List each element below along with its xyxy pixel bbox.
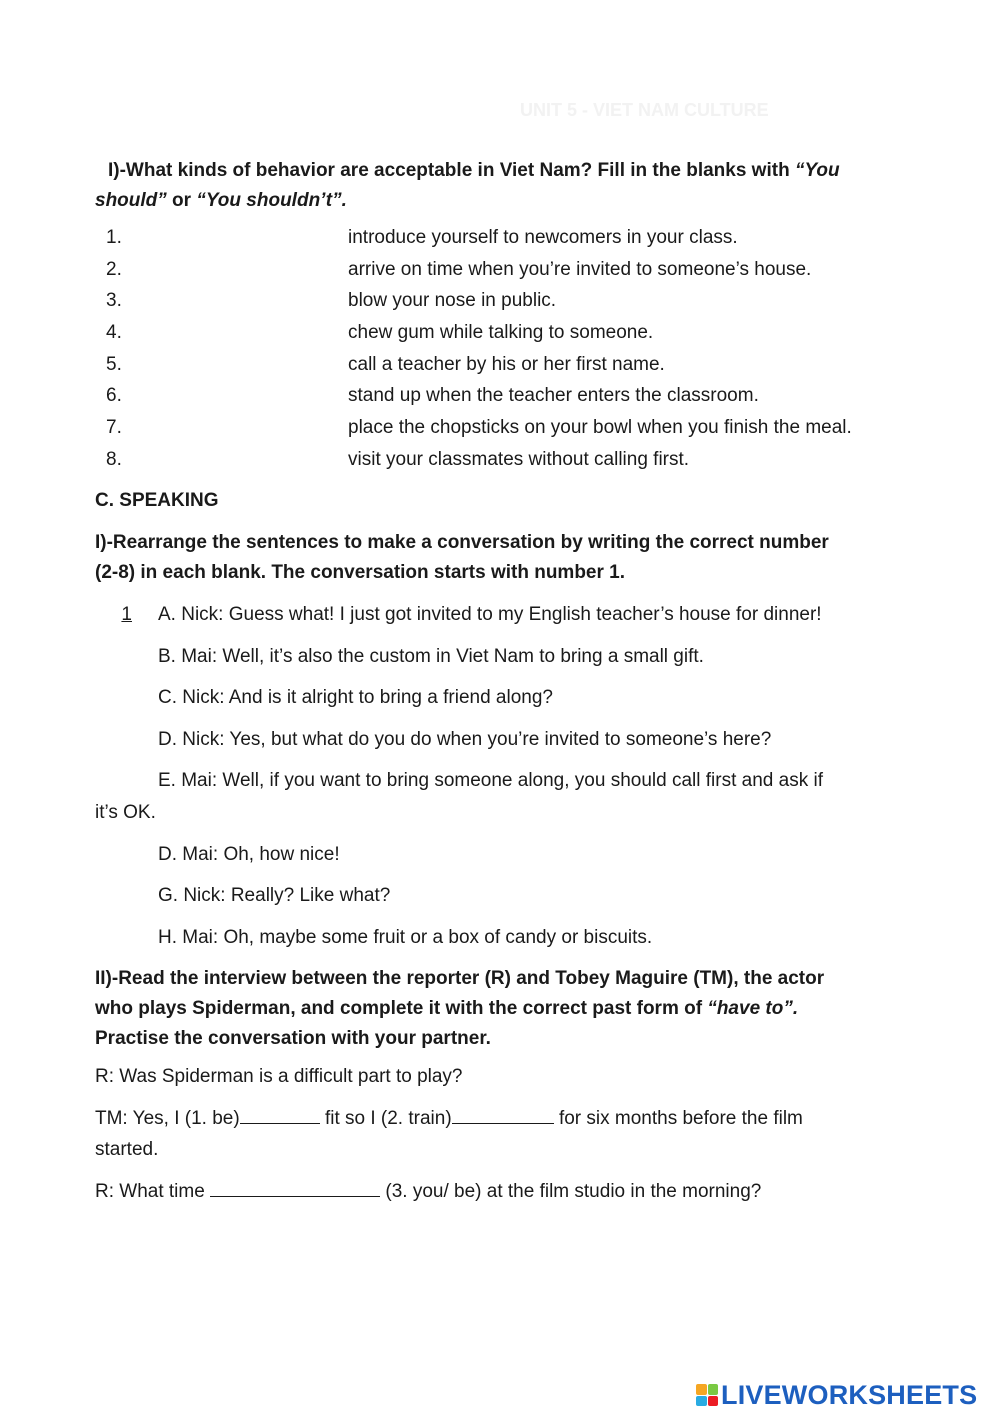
conversation-line-continued: it’s OK. <box>95 802 156 823</box>
item-text: stand up when the teacher enters the classroom. <box>348 385 759 406</box>
answer-blank-filled[interactable]: 1 <box>121 604 132 625</box>
speaking-title: C. SPEAKING <box>95 490 219 511</box>
conversation-line: G. Nick: Really? Like what? <box>158 885 391 906</box>
liveworksheets-logo <box>696 1378 977 1412</box>
item-number: 3. <box>106 290 122 311</box>
interview-line-continued: started. <box>95 1139 159 1160</box>
section-1-heading: I)-What kinds of behavior are acceptable in Viet Nam? Fill in the blanks with “You should” or “You shouldn’t”. <box>95 160 840 211</box>
liveworksheets-logo-icon <box>696 1384 718 1406</box>
answer-blank-1[interactable] <box>240 1107 320 1124</box>
item-number: 7. <box>106 417 122 438</box>
item-text: blow your nose in public. <box>348 290 557 311</box>
interview-line: R: Was Spiderman is a difficult part to play? <box>95 1066 463 1087</box>
section-2-heading: II)-Read the interview between the reporter (R) and Tobey Maguire (TM), the actor who plays Spiderman, and complete it with the correct past form of “have to”. Practise the conversation with your partner. <box>95 968 825 1049</box>
item-text: visit your classmates without calling first. <box>348 449 690 470</box>
item-text: arrive on time when you’re invited to someone’s house. <box>348 259 812 280</box>
speaking-instructions: I)-Rearrange the sentences to make a conversation by writing the correct number (2-8) in each blank. The conversation starts with number 1. <box>95 532 829 583</box>
conversation-line: H. Mai: Oh, maybe some fruit or a box of candy or biscuits. <box>158 927 653 948</box>
faint-header-text: UNIT 5 - VIET NAM CULTURE <box>520 100 769 120</box>
item-number: 2. <box>106 259 122 280</box>
interview-line: TM: Yes, I (1. be) fit so I (2. train) for six months before the film <box>95 1108 803 1129</box>
item-number: 5. <box>106 354 122 375</box>
item-number: 6. <box>106 385 122 406</box>
item-text: introduce yourself to newcomers in your class. <box>348 227 738 248</box>
interview-line: R: What time (3. you/ be) at the film studio in the morning? <box>95 1181 762 1202</box>
conversation-line: C. Nick: And is it alright to bring a friend along? <box>158 687 553 708</box>
conversation-line: A. Nick: Guess what! I just got invited to my English teacher’s house for dinner! <box>158 604 822 625</box>
conversation-line: B. Mai: Well, it’s also the custom in Viet Nam to bring a small gift. <box>158 646 704 667</box>
logo-text: LIVEWORKSHEETS <box>721 1379 978 1410</box>
conversation-line: D. Nick: Yes, but what do you do when you’re invited to someone’s here? <box>158 729 772 750</box>
item-text: chew gum while talking to someone. <box>348 322 654 343</box>
answer-blank-3[interactable] <box>210 1180 380 1197</box>
conversation-line: D. Mai: Oh, how nice! <box>158 844 340 865</box>
item-number: 8. <box>106 449 122 470</box>
item-text: call a teacher by his or her first name. <box>348 354 665 375</box>
item-number: 1. <box>106 227 122 248</box>
item-text: place the chopsticks on your bowl when you finish the meal. <box>348 417 852 438</box>
answer-blank-2[interactable] <box>452 1107 554 1124</box>
item-number: 4. <box>106 322 122 343</box>
conversation-line: E. Mai: Well, if you want to bring someone along, you should call first and ask if <box>158 770 823 791</box>
